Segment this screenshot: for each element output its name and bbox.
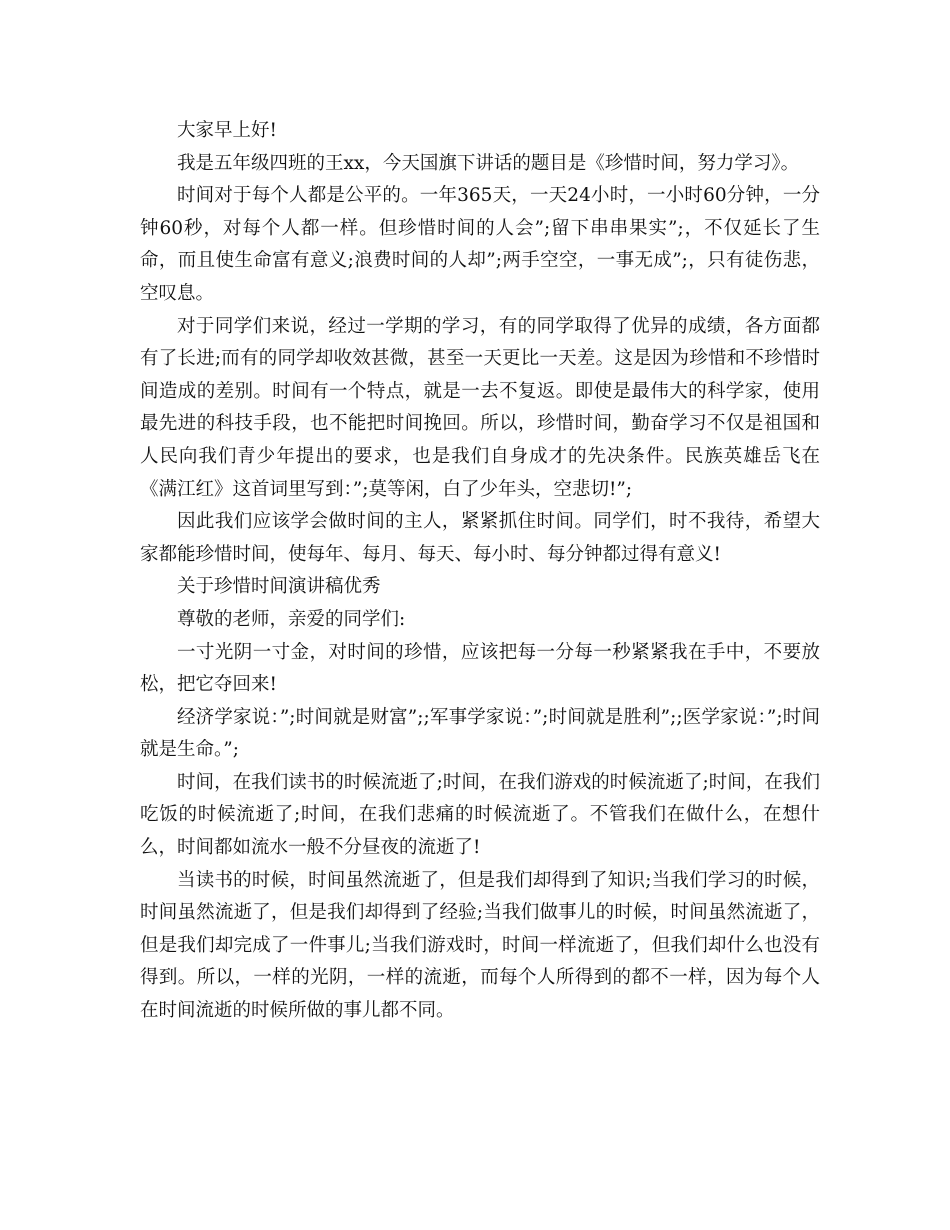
body-paragraph: 对于同学们来说，经过一学期的学习，有的同学取得了优异的成绩，各方面都有了长进;而有的同学却收效甚微，甚至一天更比一天差。这是因为珍惜和不珍惜时间造成的差别。时间有一个特点，就是一去不复返。即使是最伟大的科学家，使用最先进的科技手段，也不能把时间挽回。所以，珍惜时间，勤奋学习不仅是祖国和人民向我们青少年提出的要求，也是我们自身成才的先决条件。民族英雄岳飞在《满江红》这首词里写到：”;莫等闲，白了少年头，空悲切!”; [140,315,820,500]
greeting-paragraph: 大家早上好! [177,120,277,141]
body-paragraph: 时间，在我们读书的时候流逝了;时间，在我们游戏的时候流逝了;时间，在我们吃饭的时候流逝了;时间，在我们悲痛的时候流逝了。不管我们在做什么，在想什么，时间都如流水一般不分昼夜的流逝了! [140,771,820,859]
body-paragraph: 当读书的时候，时间虽然流逝了，但是我们却得到了知识;当我们学习的时候，时间虽然流逝了，但是我们却得到了经验;当我们做事儿的时候，时间虽然流逝了，但是我们却完成了一件事儿;当我们游戏时，时间一样流逝了，但我们却什么也没有得到。所以，一样的光阴，一样的流逝，而每个人所得到的都不一样，因为每个人在时间流逝的时候所做的事儿都不同。 [140,869,820,1022]
section-heading: 关于珍惜时间演讲稿优秀 [177,576,381,598]
body-paragraph: 经济学家说：”;时间就是财富”;;军事学家说：”;时间就是胜利”;;医学家说：”;时间就是生命。”; [140,706,820,761]
document-body [140,115,820,1028]
intro-paragraph: 我是五年级四班的王xx，今天国旗下讲话的题目是《珍惜时间，努力学习》。 [177,152,800,174]
body-paragraph: 一寸光阴一寸金，对时间的珍惜，应该把每一分每一秒紧紧我在手中，不要放松，把它夺回来! [140,641,820,696]
body-paragraph: 因此我们应该学会做时间的主人，紧紧抓住时间。同学们，时不我待，希望大家都能珍惜时间，使每年、每月、每天、每小时、每分钟都过得有意义! [140,511,820,565]
salutation-paragraph: 尊敬的老师，亲爱的同学们: [177,608,406,630]
body-paragraph: 时间对于每个人都是公平的。一年365天，一天24小时，一小时60分钟，一分钟60秒，对每个人都一样。但珍惜时间的人会”;留下串串果实”;，不仅延长了生命，而且使生命富有意义;浪费时间的人却”;两手空空，一事无成”;，只有徒伤悲，空叹息。 [140,185,820,304]
